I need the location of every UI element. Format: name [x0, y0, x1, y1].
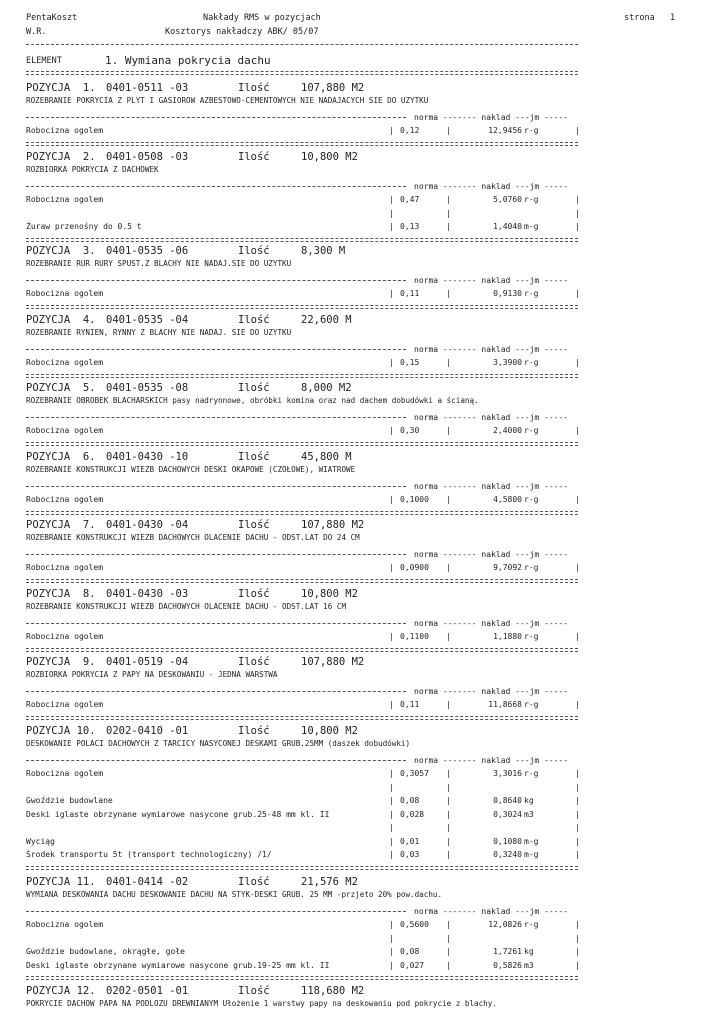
quantity-value: 107,880 M2 [301, 82, 365, 94]
column-bar: | [446, 126, 451, 135]
double-separator [26, 716, 578, 720]
app-name: PentaKoszt [26, 13, 78, 23]
quantity-value: 10,800 M2 [301, 151, 358, 163]
unit-value: r-g [524, 495, 539, 504]
position-description: DESKOWANIE POLACI DACHOWYCH Z TARCICY NASYCONEJ DESKAMI GRUB.25MM (daszek dobudówki) [26, 739, 411, 748]
naklad-value: 0,1080 [493, 836, 522, 846]
column-bar: | [446, 920, 451, 929]
position-description: ROZEBRANIE KONSTRUKCJI WIEZB DACHOWYCH DESKI OKAPOWE (CZOŁOWE), WIATROWE [26, 465, 356, 474]
position-description: ROZEBRANIE RYNIEN, RYNNY Z BLACHY NIE NADAJ. SIE DO UZYTKU [26, 328, 292, 337]
unit-value: r-g [524, 700, 539, 709]
column-bar: | [575, 195, 580, 204]
column-bar: | [446, 700, 451, 709]
report-title: Nakłady RMS w pozycjach [203, 13, 321, 23]
naklad-value: 5,0760 [493, 195, 522, 204]
naklad-value: 3,3016 [493, 769, 522, 778]
unit-value: r-g [524, 289, 539, 298]
column-bar: | [389, 195, 394, 204]
separator [26, 186, 406, 187]
column-bar: | [575, 920, 580, 929]
column-bar: | [389, 947, 394, 956]
report-subtitle: Kosztorys nakładczy ABK/ 05/07 [165, 27, 319, 37]
separator [26, 117, 406, 118]
position-number: POZYCJA 7. [26, 519, 96, 531]
position-code: 0401-0430 -10 [106, 451, 189, 463]
naklad-value: 0,5826 [493, 960, 522, 970]
column-bar: | [446, 796, 451, 805]
column-bar: | [446, 782, 451, 792]
quantity-label: Ilość [238, 82, 270, 94]
double-separator [26, 442, 578, 446]
norma-value: 0,11 [400, 289, 420, 298]
resource-name: Robocizna ogolem [26, 495, 104, 504]
quantity-label: Ilość [238, 245, 270, 257]
position-number: POZYCJA 9. [26, 656, 96, 668]
column-bar: | [575, 836, 580, 846]
resource-name: Deski iglaste obrzynane wymiarowe nasycone grub.19-25 mm kl. II [26, 960, 330, 970]
unit-value: m-g [524, 222, 539, 231]
position-number: POZYCJA 12. [26, 985, 96, 997]
resource-name: Robocizna ogolem [26, 632, 104, 641]
column-bar: | [446, 208, 451, 218]
quantity-label: Ilość [238, 451, 270, 463]
norma-header: norma ------- naklad ---jm ----- [414, 276, 569, 285]
column-bar: | [446, 809, 451, 819]
unit-value: r-g [524, 426, 539, 435]
column-bar: | [446, 222, 451, 231]
resource-name: Robocizna ogolem [26, 358, 104, 367]
quantity-value: 10,800 M2 [301, 588, 358, 600]
norma-value: 0,028 [400, 809, 425, 819]
column-bar: | [446, 947, 451, 956]
separator [26, 44, 578, 45]
unit-value: r-g [524, 195, 539, 204]
double-separator [26, 374, 578, 378]
position-code: 0401-0535 -04 [106, 314, 189, 326]
position-description: ROZEBRANIE OBROBEK BLACHARSKICH pasy nadrynnowe, obróbki komina oraz nad dachem dobudówki a ścianą. [26, 396, 479, 405]
column-bar: | [389, 850, 394, 859]
norma-value: 0,5600 [400, 920, 429, 929]
column-bar: | [446, 850, 451, 859]
column-bar: | [389, 222, 394, 231]
page-number: 1 [670, 13, 676, 23]
naklad-value: 0,3024 [493, 809, 522, 819]
column-bar: | [575, 809, 580, 819]
column-bar: | [389, 495, 394, 504]
unit-value: r-g [524, 126, 539, 135]
double-separator [26, 976, 578, 980]
naklad-value: 1,1880 [493, 632, 522, 641]
column-bar: | [389, 782, 394, 792]
double-separator [26, 866, 578, 870]
quantity-label: Ilość [238, 519, 270, 531]
column-bar: | [389, 563, 394, 572]
norma-header: norma ------- naklad ---jm ----- [414, 619, 569, 628]
unit-value: m-g [524, 850, 539, 859]
column-bar: | [575, 823, 580, 832]
position-description: ROZEBRANIE KONSTRUKCJI WIEZB DACHOWYCH OLACENIE DACHU - ODST.LAT DO 24 CM [26, 533, 360, 542]
position-code: 0401-0535 -06 [106, 245, 189, 257]
norma-header: norma ------- naklad ---jm ----- [414, 113, 569, 122]
position-description: ROZEBRANIE KONSTRUKCJI WIEZB DACHOWYCH OLACENIE DACHU - ODST.LAT 16 CM [26, 602, 347, 611]
quantity-label: Ilość [238, 725, 270, 737]
quantity-value: 21,576 M2 [301, 876, 358, 888]
resource-name: Żuraw przenośny do 0.5 t [26, 222, 142, 231]
double-separator [26, 648, 578, 652]
separator [26, 349, 406, 350]
resource-name: Robocizna ogolem [26, 126, 104, 135]
position-code: 0401-0535 -08 [106, 382, 189, 394]
norma-value: 0,3057 [400, 769, 429, 778]
resource-name: Robocizna ogolem [26, 769, 104, 778]
resource-name: Środek transportu 5t (transport technologiczny) /1/ [26, 850, 272, 859]
column-bar: | [575, 563, 580, 572]
quantity-value: 8,300 M [301, 245, 346, 257]
author: W.R. [26, 27, 47, 37]
double-separator [26, 511, 578, 515]
column-bar: | [389, 632, 394, 641]
separator [26, 417, 406, 418]
quantity-value: 8,000 M2 [301, 382, 352, 394]
norma-value: 0,03 [400, 850, 420, 859]
column-bar: | [389, 920, 394, 929]
norma-header: norma ------- naklad ---jm ----- [414, 550, 569, 559]
quantity-value: 45,800 M [301, 451, 352, 463]
column-bar: | [389, 700, 394, 709]
resource-name: Gwoździe budowlane [26, 796, 113, 805]
quantity-label: Ilość [238, 314, 270, 326]
naklad-value: 11,8668 [488, 700, 522, 709]
resource-name: Gwoździe budowlane, okrągłe, gołe [26, 947, 185, 956]
column-bar: | [575, 632, 580, 641]
column-bar: | [389, 836, 394, 846]
norma-value: 0,08 [400, 796, 420, 805]
naklad-value: 0,9130 [493, 289, 522, 298]
position-number: POZYCJA 3. [26, 245, 96, 257]
position-description: WYMIANA DESKOWANIA DACHU DESKOWANIE DACHU NA STYK-DESKI GRUB. 25 MM -przjeto 20% pow.dachu. [26, 890, 443, 899]
norma-header: norma ------- naklad ---jm ----- [414, 345, 569, 354]
resource-name: Deski iglaste obrzynane wymiarowe nasycone grub.25-48 mm kl. II [26, 809, 330, 819]
column-bar: | [575, 796, 580, 805]
column-bar: | [575, 289, 580, 298]
position-number: POZYCJA 8. [26, 588, 96, 600]
position-code: 0401-0414 -02 [106, 876, 189, 888]
norma-value: 0,12 [400, 126, 420, 135]
column-bar: | [446, 495, 451, 504]
norma-value: 0,01 [400, 836, 420, 846]
unit-value: r-g [524, 769, 539, 778]
column-bar: | [446, 289, 451, 298]
page-label: strona [624, 13, 655, 23]
column-bar: | [446, 195, 451, 204]
norma-value: 0,027 [400, 960, 425, 970]
norma-header: norma ------- naklad ---jm ----- [414, 756, 569, 765]
column-bar: | [389, 289, 394, 298]
resource-name: Robocizna ogolem [26, 289, 104, 298]
column-bar: | [575, 126, 580, 135]
naklad-value: 12,9456 [488, 126, 522, 135]
unit-value: m-g [524, 836, 539, 846]
naklad-value: 0,8640 [493, 796, 522, 805]
naklad-value: 2,4000 [493, 426, 522, 435]
column-bar: | [389, 126, 394, 135]
norma-value: 0,0900 [400, 563, 429, 572]
norma-value: 0,13 [400, 222, 420, 231]
position-description: ROZEBRANIE POKRYCIA Z PLYT I GASIOROW AZBESTOWO-CEMENTOWYCH NIE NADAJACYCH SIE DO UZYTKU [26, 96, 429, 105]
column-bar: | [575, 426, 580, 435]
norma-header: norma ------- naklad ---jm ----- [414, 687, 569, 696]
norma-value: 0,15 [400, 358, 420, 367]
resource-name: Robocizna ogolem [26, 920, 104, 929]
position-number: POZYCJA 10. [26, 725, 96, 737]
position-description: ROZBIORKA POKRYCIA Z PAPY NA DESKOWANIU - JEDNA WARSTWA [26, 670, 278, 679]
norma-header: norma ------- naklad ---jm ----- [414, 413, 569, 422]
norma-value: 0,08 [400, 947, 420, 956]
separator [26, 486, 406, 487]
position-number: POZYCJA 11. [26, 876, 96, 888]
position-code: 0202-0501 -01 [106, 985, 189, 997]
unit-value: m3 [524, 809, 534, 819]
unit-value: r-g [524, 358, 539, 367]
column-bar: | [575, 208, 580, 218]
position-code: 0401-0430 -03 [106, 588, 189, 600]
norma-value: 0,1100 [400, 632, 429, 641]
quantity-label: Ilość [238, 876, 270, 888]
position-number: POZYCJA 6. [26, 451, 96, 463]
naklad-value: 3,3900 [493, 358, 522, 367]
norma-value: 0,30 [400, 426, 420, 435]
column-bar: | [446, 823, 451, 832]
position-code: 0401-0519 -04 [106, 656, 189, 668]
column-bar: | [389, 823, 394, 832]
column-bar: | [389, 796, 394, 805]
separator [26, 760, 406, 761]
separator [26, 691, 406, 692]
unit-value: m3 [524, 960, 534, 970]
resource-name: Robocizna ogolem [26, 426, 104, 435]
resource-name: Robocizna ogolem [26, 563, 104, 572]
column-bar: | [389, 933, 394, 943]
resource-name: Robocizna ogolem [26, 195, 104, 204]
position-code: 0202-0410 -01 [106, 725, 189, 737]
column-bar: | [389, 358, 394, 367]
position-number: POZYCJA 5. [26, 382, 96, 394]
separator [26, 911, 406, 912]
column-bar: | [446, 563, 451, 572]
column-bar: | [575, 700, 580, 709]
resource-name: Wyciąg [26, 836, 55, 846]
norma-value: 0,11 [400, 700, 420, 709]
norma-header: norma ------- naklad ---jm ----- [414, 907, 569, 916]
unit-value: r-g [524, 920, 539, 929]
position-description: ROZEBRANIE RUR RURY SPUST.Z BLACHY NIE NADAJ.SIE DO UZYTKU [26, 259, 292, 268]
unit-value: r-g [524, 563, 539, 572]
column-bar: | [389, 208, 394, 218]
position-description: ROZBIORKA POKRYCIA Z DACHOWEK [26, 165, 159, 174]
column-bar: | [446, 960, 451, 970]
separator [26, 623, 406, 624]
unit-value: kg [524, 947, 534, 956]
norma-value: 0,47 [400, 195, 420, 204]
separator [26, 280, 406, 281]
column-bar: | [446, 836, 451, 846]
column-bar: | [446, 769, 451, 778]
resource-name: Robocizna ogolem [26, 700, 104, 709]
quantity-value: 118,680 M2 [301, 985, 365, 997]
quantity-value: 10,800 M2 [301, 725, 358, 737]
element-title: 1. Wymiana pokrycia dachu [105, 54, 271, 67]
column-bar: | [389, 960, 394, 970]
unit-value: kg [524, 796, 534, 805]
norma-header: norma ------- naklad ---jm ----- [414, 182, 569, 191]
naklad-value: 0,3240 [493, 850, 522, 859]
position-number: POZYCJA 4. [26, 314, 96, 326]
quantity-value: 107,880 M2 [301, 656, 365, 668]
element-label: ELEMENT [26, 56, 62, 66]
position-code: 0401-0511 -03 [106, 82, 189, 94]
quantity-label: Ilość [238, 151, 270, 163]
quantity-label: Ilość [238, 382, 270, 394]
column-bar: | [446, 632, 451, 641]
column-bar: | [575, 782, 580, 792]
position-code: 0401-0508 -03 [106, 151, 189, 163]
column-bar: | [575, 495, 580, 504]
double-separator [26, 71, 578, 75]
quantity-value: 107,880 M2 [301, 519, 365, 531]
separator [26, 554, 406, 555]
column-bar: | [575, 947, 580, 956]
column-bar: | [389, 769, 394, 778]
column-bar: | [575, 850, 580, 859]
column-bar: | [575, 222, 580, 231]
naklad-value: 1,7261 [493, 947, 522, 956]
quantity-label: Ilość [238, 656, 270, 668]
unit-value: r-g [524, 632, 539, 641]
norma-value: 0,1000 [400, 495, 429, 504]
double-separator [26, 305, 578, 309]
quantity-value: 22,600 M [301, 314, 352, 326]
column-bar: | [446, 358, 451, 367]
double-separator [26, 142, 578, 146]
position-code: 0401-0430 -04 [106, 519, 189, 531]
double-separator [26, 238, 578, 242]
quantity-label: Ilość [238, 588, 270, 600]
column-bar: | [446, 426, 451, 435]
norma-header: norma ------- naklad ---jm ----- [414, 482, 569, 491]
column-bar: | [446, 933, 451, 943]
naklad-value: 1,4040 [493, 222, 522, 231]
column-bar: | [575, 769, 580, 778]
column-bar: | [575, 960, 580, 970]
column-bar: | [575, 358, 580, 367]
column-bar: | [575, 933, 580, 943]
position-number: POZYCJA 2. [26, 151, 96, 163]
position-description: POKRYCIE DACHOW PAPA NA PODLOZU DREWNIANYM Ułożenie 1 warstwy papy na deskowaniu pod pokrycie z blachy. [26, 999, 497, 1008]
column-bar: | [389, 426, 394, 435]
double-separator [26, 579, 578, 583]
column-bar: | [389, 809, 394, 819]
naklad-value: 9,7092 [493, 563, 522, 572]
position-number: POZYCJA 1. [26, 82, 96, 94]
naklad-value: 4,5800 [493, 495, 522, 504]
naklad-value: 12,0826 [488, 920, 522, 929]
quantity-label: Ilość [238, 985, 270, 997]
